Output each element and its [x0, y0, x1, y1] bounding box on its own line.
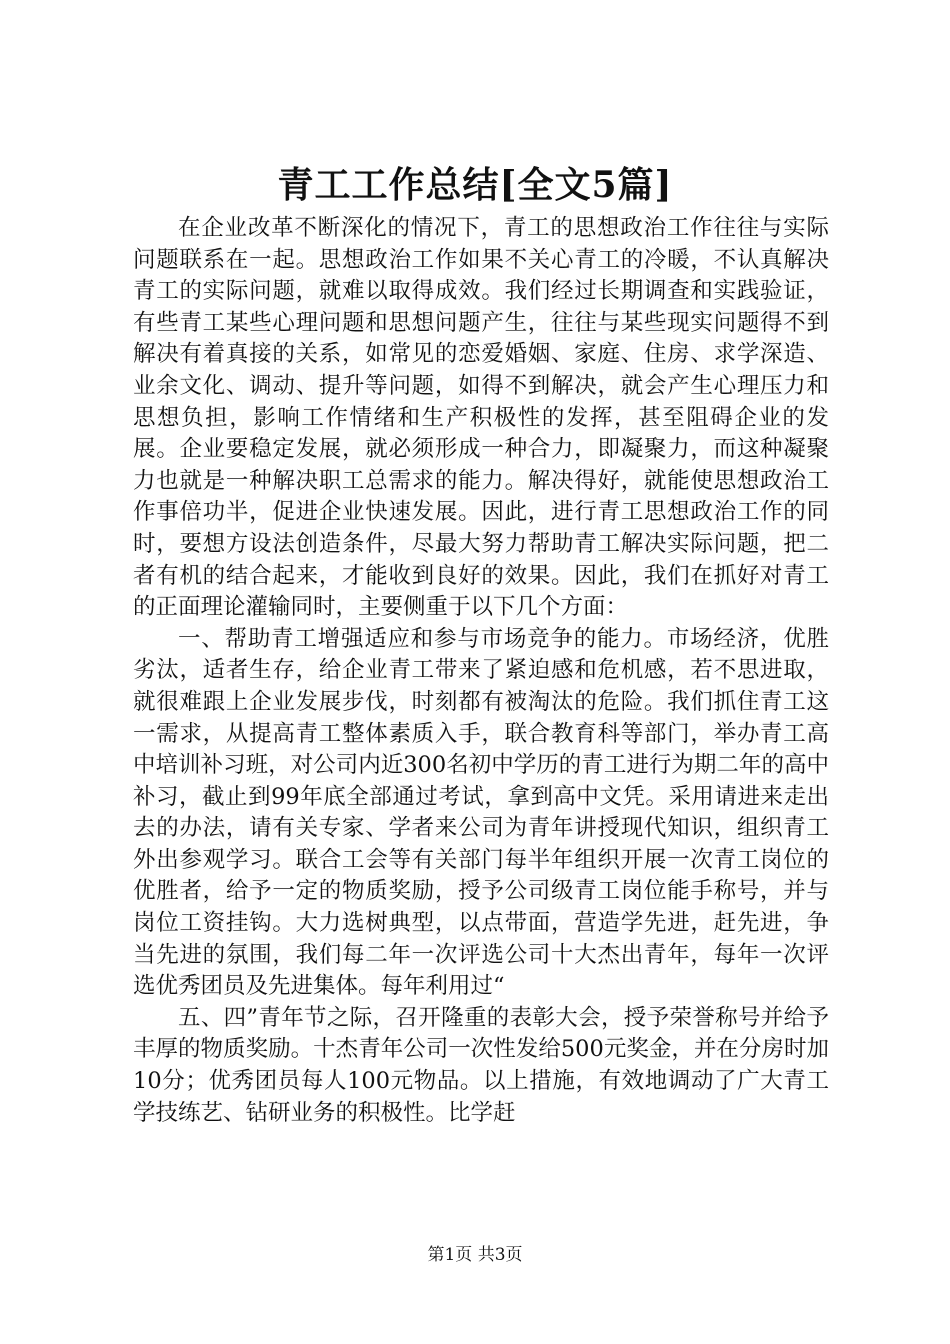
paragraph-section-one: 一、帮助青工增强适应和参与市场竞争的能力。市场经济，优胜劣汰，适者生存，给企业青工带来了紧迫感和危机感，若不思进取，就很难跟上企业发展步伐，时刻都有被淘汰的危险。我们抓住青工这一需求，从提高青工整体素质入手，联合教育科等部门，举办青工高中培训补习班，对公司内近300名初中学历的青工进行为期二年的高中补习，截止到99年底全部通过考试，拿到高中文凭。采用请进来走出去的办法，请有关专家、学者来公司为青年讲授现代知识，组织青工外出参观学习。联合工会等有关部门每半年组织开展一次青工岗位的优胜者，给予一定的物质奖励，授予公司级青工岗位能手称号，并与岗位工资挂钩。大力选树典型，以点带面，营造学先进，赶先进，争当先进的氛围，我们每二年一次评选公司十大杰出青年，每年一次评选优秀团员及先进集体。每年利用过“	[133, 625, 829, 1000]
page-footer: 第1页 共3页	[427, 1245, 523, 1265]
document-body	[133, 213, 829, 1129]
document-title: 青工工作总结[全文5篇]	[277, 164, 673, 206]
paragraph-continuation: 五、四”青年节之际，召开隆重的表彰大会，授予荣誉称号并给予丰厚的物质奖励。十杰青年公司一次性发给500元奖金，并在分房时加10分；优秀团员每人100元物品。以上措施，有效地调动了广大青工学技练艺、钻研业务的积极性。比学赶	[133, 1004, 829, 1126]
paragraph-intro: 在企业改革不断深化的情况下，青工的思想政治工作往往与实际问题联系在一起。思想政治工作如果不关心青工的冷暖，不认真解决青工的实际问题，就难以取得成效。我们经过长期调查和实践验证，有些青工某些心理问题和思想问题产生，往往与某些现实问题得不到解决有着真接的关系，如常见的恋爱婚姻、家庭、住房、求学深造、业余文化、调动、提升等问题，如得不到解决，就会产生心理压力和思想负担，影响工作情绪和生产积极性的发挥，甚至阻碍企业的发展。企业要稳定发展，就必须形成一种合力，即凝聚力，而这种凝聚力也就是一种解决职工总需求的能力。解决得好，就能使思想政治工作事倍功半，促进企业快速发展。因此，进行青工思想政治工作的同时，要想方设法创造条件，尽最大努力帮助青工解决实际问题，把二者有机的结合起来，才能收到良好的效果。因此，我们在抓好对青工的正面理论灌输同时，主要侧重于以下几个方面：	[133, 215, 829, 621]
